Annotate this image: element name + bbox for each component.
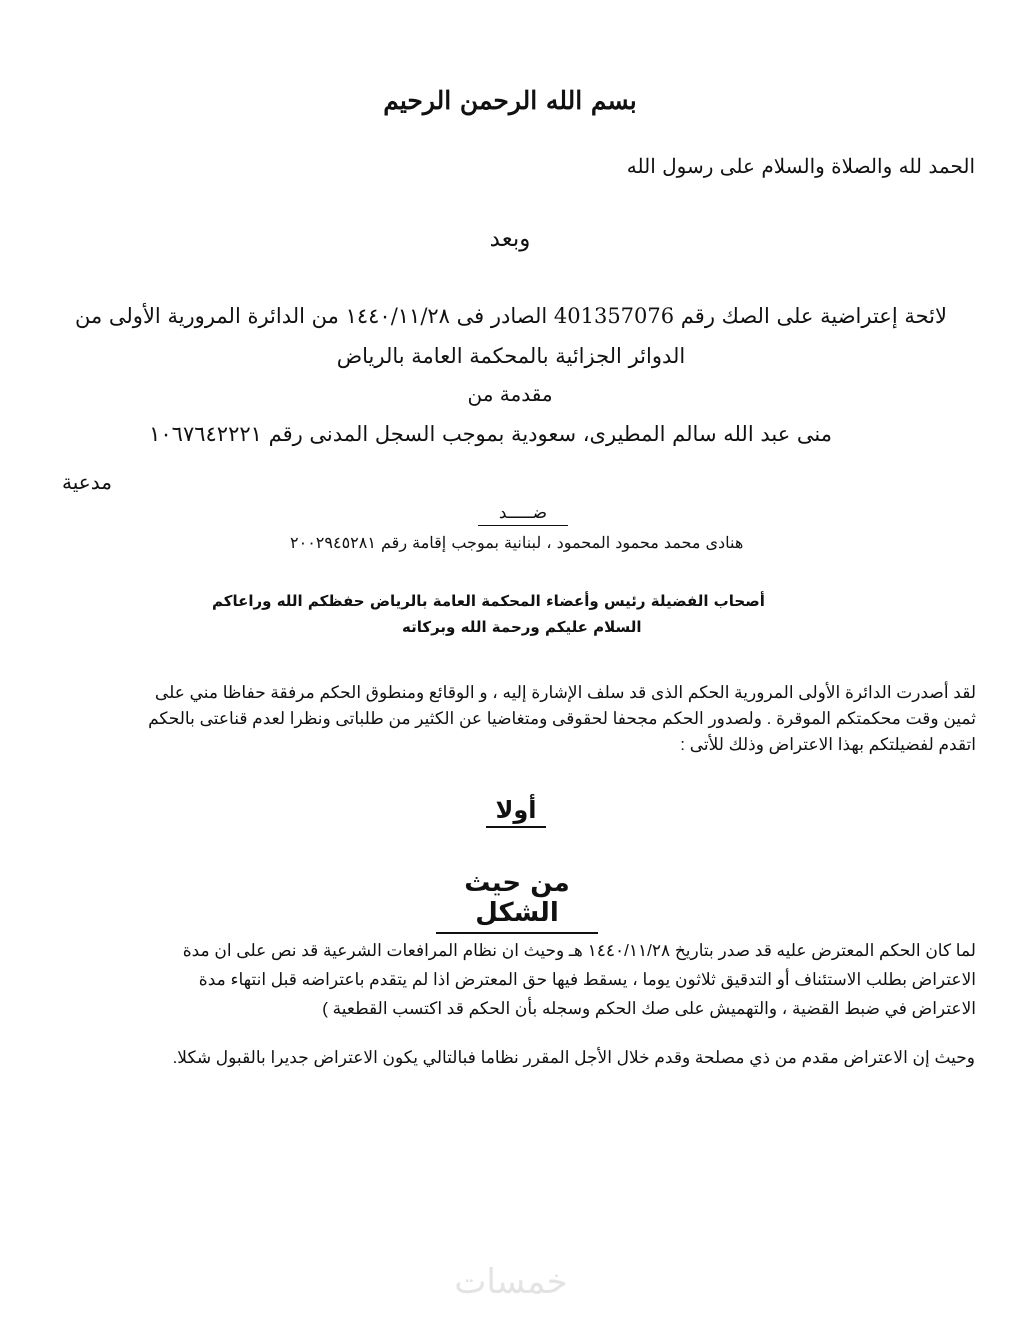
intro-line: لقد أصدرت الدائرة الأولى المرورية الحكم الذى قد سلف الإشارة إليه ، و الوقائع ومنطوق الحكم مرفقة حفاظا مني على	[154, 683, 976, 702]
reason-line: الاعتراض في ضبط القضية ، والتهميش على صك الحكم وسجله بأن الحكم قد اكتسب القطعية )	[322, 999, 976, 1018]
basmala-heading: بسم الله الرحمن الرحيم	[383, 86, 637, 115]
plaintiff-role: مدعية	[62, 470, 112, 494]
greeting: السلام عليكم ورحمة الله وبركاته	[402, 618, 642, 636]
reason-line: لما كان الحكم المعترض عليه قد صدر بتاريخ ١٤٤٠/١١/٢٨ هـ وحيث ان نظام المرافعات الشرعية قد نص على ان مدة	[182, 941, 976, 960]
intro-line: ثمين وقت محكمتكم الموقرة . ولصدور الحكم مجحفا لحقوقى ومتغاضيا عن الكثير من طلباتى ونظرا لعدم قناعتى بالحكم	[148, 709, 976, 728]
petition-title: لائحة إعتراضية على الصك رقم 401357076 الصادر فى ١٤٤٠/١١/٢٨ من الدائرة المرورية الأولى من الدوائر الجزائية بالمحكمة العامة بالرياض	[75, 304, 947, 368]
conclusion-line: وحيث إن الاعتراض مقدم من ذي مصلحة وقدم خلال الأجل المقرر نظاما فبالتالي يكون الاعتراض جديرا بالقبول شكلا.	[172, 1048, 975, 1067]
court-address: أصحاب الفضيلة رئيس وأعضاء المحكمة العامة بالرياض حفظكم الله وراعاكم	[212, 592, 765, 610]
against-label: ضـــــد	[478, 503, 568, 526]
section-form-heading: من حيث الشكل	[436, 868, 598, 934]
form-reason-paragraph	[58, 936, 976, 1023]
intro-paragraph	[58, 680, 976, 758]
watermark-logo: خمسات	[454, 1262, 568, 1302]
defendant-details: هنادى محمد محمود المحمود ، لبنانية بموجب إقامة رقم ٢٠٠٢٩٤٥٢٨١	[290, 533, 744, 552]
intro-line: اتقدم لفضيلتكم بهذا الاعتراض وذلك للأتى :	[680, 735, 976, 754]
plaintiff-details: منى عبد الله سالم المطيرى، سعودية بموجب السجل المدنى رقم ١٠٦٧٦٤٢٢٢١	[149, 422, 832, 446]
opening-praise: الحمد لله والصلاة والسلام على رسول الله	[626, 154, 975, 178]
section-first-heading: أولا	[486, 796, 546, 828]
wabaad-heading: وبعد	[489, 226, 531, 252]
reason-line: الاعتراض بطلب الاستئناف أو التدقيق ثلاثون يوما ، يسقط فيها حق المعترض اذا لم يتقدم باعتراضه قبل انتهاء مدة	[198, 970, 976, 989]
submitted-by-label: مقدمة من	[467, 382, 553, 406]
